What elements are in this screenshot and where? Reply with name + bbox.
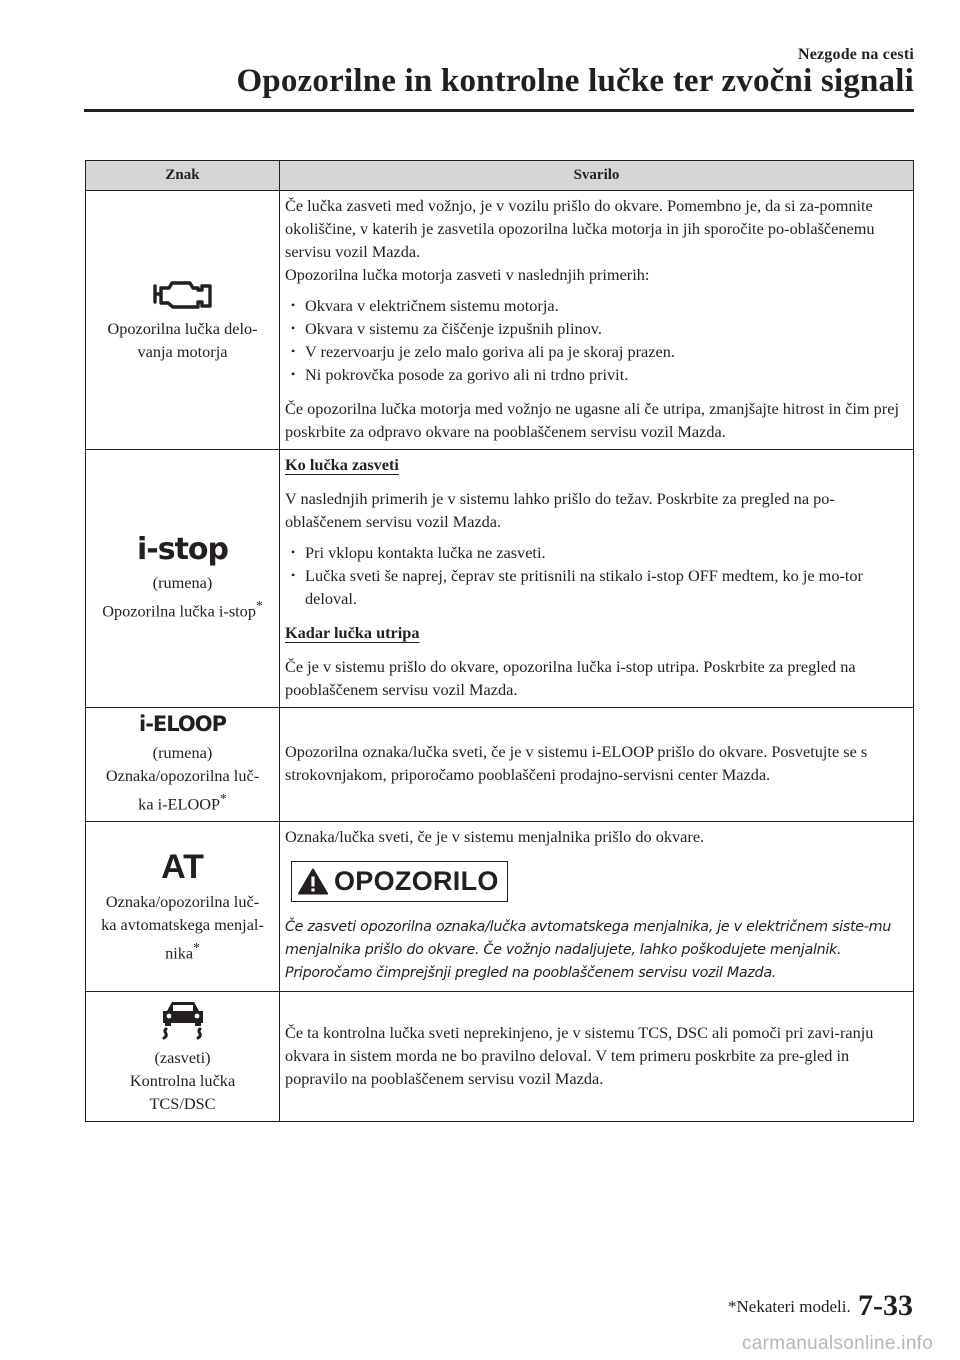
warning-cell-tcs	[280, 992, 914, 1122]
watermark: carmanualsonline.info	[742, 1333, 934, 1354]
table-row	[86, 822, 914, 992]
istop-bullet-list	[285, 541, 907, 610]
warning-cell-istop	[280, 450, 914, 708]
at-caption-text: nika	[165, 943, 194, 963]
istop-caption	[89, 594, 276, 622]
asterisk-mark: *	[255, 597, 263, 613]
at-warning-text: Če zasveti opozorilna oznaka/lučka avtomatskega menjalnika, je v električnem siste-mu menjalnika prišlo do okvare. Če vožnjo nadaljujete, lahko poškodujete menjalnik. Priporočamo čimprejšnji pregled na pooblaščenem servisu vozil Mazda.	[285, 919, 891, 982]
istop-caption-text: Opozorilna lučka i-stop	[102, 601, 256, 621]
asterisk-mark: *	[193, 939, 200, 955]
istop-subhead-lights: Ko lučka zasveti	[285, 455, 399, 474]
i-eloop-icon: i-ELOOP	[139, 712, 226, 736]
at-icon: AT	[161, 847, 204, 886]
sign-cell-eloop	[86, 708, 280, 822]
list-item: • Okvara v električnem sistemu motorja.	[285, 294, 907, 317]
footnote: *Nekateri modeli.	[728, 1297, 851, 1316]
at-caption-line1: Oznaka/opozorilna luč-	[105, 891, 260, 911]
list-item: • Okvara v sistemu za čiščenje izpušnih plinov.	[285, 317, 907, 340]
istop-para1: V naslednjih primerih je v sistemu lahko prišlo do težav. Poskrbite za pregled na po-oblaščenem servisu vozil Mazda.	[285, 489, 835, 531]
table-row	[86, 708, 914, 822]
table-row	[86, 450, 914, 708]
engine-bullet-list	[285, 294, 907, 386]
engine-caption-line2: vanja motorja	[137, 342, 228, 361]
istop-para2: Če je v sistemu prišlo do okvare, opozorilna lučka i-stop utripa. Poskrbite za pregled na pooblaščenem servisu vozil Mazda.	[285, 657, 856, 699]
list-item: • Ni pokrovčka posode za gorivo ali ni trdno privit.	[285, 363, 907, 386]
sign-cell-istop	[86, 450, 280, 708]
list-item: • V rezervoarju je zelo malo goriva ali pa je skoraj prazen.	[285, 340, 907, 363]
sign-cell-at	[86, 822, 280, 992]
at-para1: Oznaka/lučka sveti, če je v sistemu menjalnika prišlo do okvare.	[285, 827, 705, 847]
table-row	[86, 191, 914, 450]
sign-cell-engine	[86, 191, 280, 450]
i-stop-icon: i-stop	[136, 531, 229, 567]
section-title: Nezgode na cesti	[797, 46, 914, 63]
skidding-car-icon	[157, 998, 209, 1040]
tcs-caption-line1: Kontrolna lučka	[129, 1071, 236, 1091]
tcs-para1: Če ta kontrolna lučka sveti neprekinjeno, je v sistemu TCS, DSC ali pomoči pri zavi-ranju okvara in sistem morda ne bo pravilno deloval. V tem primeru poskrbite za pre-gled in popravilo na pooblaščenem servisu vozil Mazda.	[285, 1022, 874, 1088]
at-caption-line2: ka avtomatskega menjal-	[101, 914, 264, 934]
engine-para2: Opozorilna lučka motorja zasveti v naslednjih primerih:	[285, 265, 650, 284]
tcs-color-label: (zasveti)	[154, 1048, 211, 1068]
warning-cell-at	[280, 822, 914, 992]
list-item: • Lučka sveti še naprej, čeprav ste pritisnili na stikalo i-stop OFF medtem, ko je mo-tor deloval.	[285, 564, 907, 610]
eloop-caption-line2	[89, 787, 276, 815]
table-row	[86, 992, 914, 1122]
page-number: 7-33	[858, 1289, 913, 1322]
eloop-color-label: (rumena)	[152, 743, 213, 762]
page-title: Opozorilne in kontrolne lučke ter zvočni signali	[236, 63, 914, 99]
engine-check-icon	[152, 277, 214, 311]
column-header-warning: Svarilo	[280, 161, 914, 191]
eloop-para1: Opozorilna oznaka/lučka sveti, če je v sistemu i-ELOOP prišlo do okvare. Posvetujte se s strokovnjakom, priporočamo pooblaščeni prodajno-servisni center Mazda.	[285, 742, 868, 785]
asterisk-mark: *	[220, 791, 227, 806]
sign-cell-tcs	[86, 992, 280, 1122]
list-item: • Pri vklopu kontakta lučka ne zasveti.	[285, 541, 907, 564]
engine-para3: Če opozorilna lučka motorja med vožnjo ne ugasne ali če utripa, zmanjšajte hitrost in čim prej poskrbite za odpravo okvare na pooblaščenem servisu vozil Mazda.	[285, 399, 899, 441]
warning-cell-engine	[280, 191, 914, 450]
header-divider	[84, 109, 914, 112]
column-header-sign: Znak	[86, 161, 280, 191]
warning-box	[291, 861, 508, 902]
eloop-caption-text: ka i-ELOOP	[138, 794, 221, 814]
warning-lights-table	[85, 160, 914, 1122]
warning-triangle-icon	[298, 868, 328, 895]
eloop-caption-line1: Oznaka/opozorilna luč-	[105, 766, 260, 785]
istop-color-label: (rumena)	[152, 572, 213, 592]
istop-subhead-flashes: Kadar lučka utripa	[285, 623, 420, 642]
table-header-row	[86, 161, 914, 191]
engine-caption-line1: Opozorilna lučka delo-	[107, 319, 258, 338]
tcs-caption-line2: TCS/DSC	[149, 1094, 216, 1114]
warning-label: OPOZORILO	[334, 866, 499, 897]
engine-para1: Če lučka zasveti med vožnjo, je v vozilu prišlo do okvare. Pomembno je, da si za-pomnite okoliščine, v katerih je zasvetila opozorilna lučka motorja in jih sporočite po-oblaščenemu servisu vozil Mazda.	[285, 196, 875, 261]
at-caption-line3	[89, 936, 276, 964]
warning-cell-eloop	[280, 708, 914, 822]
